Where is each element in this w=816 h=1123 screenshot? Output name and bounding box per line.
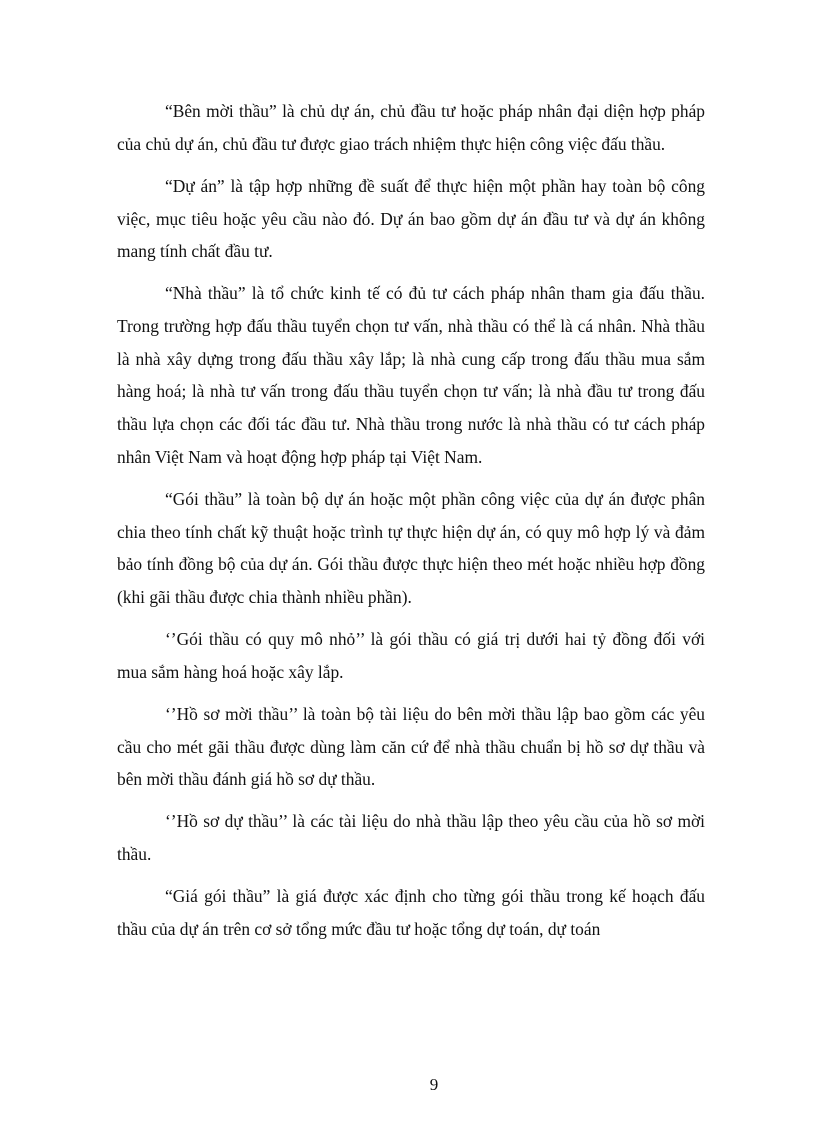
page-number: 9 <box>429 1075 439 1094</box>
paragraph-ben-moi-thau: “Bên mời thầu” là chủ dự án, chủ đầu tư hoặc pháp nhân đại diện hợp pháp của chủ dự án, chủ đầu tư được giao trách nhiệm thực hiện công việc đấu thầu. <box>117 101 705 154</box>
paragraph-ho-so-du-thau: ‘’Hồ sơ dự thầu’’ là các tài liệu do nhà thầu lập theo yêu cầu của hồ sơ mời thầu. <box>117 811 705 865</box>
paragraph-gia-goi-thau: “Giá gói thầu” là giá được xác định cho từng gói thầu trong kế hoạch đấu thầu của dự án trên cơ sở tổng mức đầu tư hoặc tổng dự toán, dự toán <box>117 886 705 939</box>
paragraph-du-an: “Dự án” là tập hợp những đề suất để thực hiện một phần hay toàn bộ công việc, mục tiêu hoặc yêu cầu nào đó. Dự án bao gồm dự án đầu tư và dự án không mang tính chất đầu tư. <box>117 175 705 262</box>
paragraph-goi-thau: “Gói thầu” là toàn bộ dự án hoặc một phần công việc của dự án được phân chia theo tính chất kỹ thuật hoặc trình tự thực hiện dự án, có quy mô hợp lý và đảm bảo tính đồng bộ của dự án. Gói thầu được thực hiện theo mét hoặc nhiều hợp đồng (khi gãi thầu được chia thành nhiều phần). <box>117 488 705 608</box>
paragraph-ho-so-moi-thau: ‘’Hồ sơ mời thầu’’ là toàn bộ tài liệu do bên mời thầu lập bao gồm các yêu cầu cho mét gãi thầu được dùng làm căn cứ để nhà thầu chuẩn bị hồ sơ dự thầu và bên mời thầu đánh giá hồ sơ dự thầu. <box>117 703 705 790</box>
paragraph-goi-thau-quy-mo-nho: ‘’Gói thầu có quy mô nhỏ’’ là gói thầu có giá trị dưới hai tỷ đồng đối với mua sắm hàng hoá hoặc xây lắp. <box>117 629 705 682</box>
paragraph-nha-thau: “Nhà thầu” là tổ chức kinh tế có đủ tư cách pháp nhân tham gia đấu thầu. Trong trường hợp đấu thầu tuyển chọn tư vấn, nhà thầu có thể là cá nhân. Nhà thầu là nhà xây dựng trong đấu thầu xây lắp; là nhà cung cấp trong đấu thầu mua sắm hàng hoá; là nhà tư vấn trong đấu thầu tuyển chọn tư vấn; là nhà đầu tư trong đấu thầu lựa chọn các đối tác đầu tư. Nhà thầu trong nước là nhà thầu có tư cách pháp nhân Việt Nam và hoạt động hợp pháp tại Việt Nam. <box>117 283 705 467</box>
body-text <box>117 95 705 955</box>
